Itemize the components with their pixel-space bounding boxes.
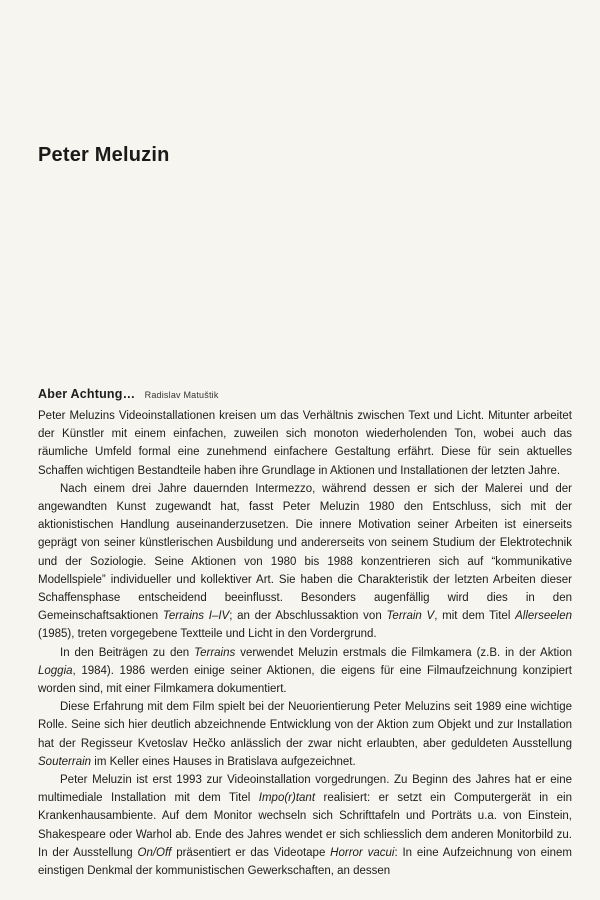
italic-title: Allerseelen <box>515 610 572 623</box>
text-segment: Peter Meluzin ist erst 1993 zur Videoinstallation vorgedrungen. Zu Beginn des Jahres hat er eine multimediale Installation mit dem Titel <box>38 774 572 805</box>
text-segment: realisiert: er setzt ein Computergerät in ein Krankenhausambiente. Auf dem Monitor wechseln sich Schrifttafeln und Porträts u.a. von Einstein, Shakespeare oder Warhol ab. Ende des Jahres wendet er sich schliesslich dem anderen Monitorbild zu. In der Ausstellung <box>38 792 572 859</box>
article <box>38 385 572 880</box>
paragraph <box>38 698 572 771</box>
italic-title: Impo(r)tant <box>258 792 316 805</box>
text-segment: im Keller eines Hauses in Bratislava aufgezeichnet. <box>91 755 356 768</box>
text-segment: , mit dem Titel <box>434 610 516 623</box>
article-heading: Aber Achtung… <box>38 387 136 401</box>
article-author: Radislav Matuštik <box>144 390 219 400</box>
text-segment: Diese Erfahrung mit dem Film spielt bei der Neuorientierung Peter Meluzins seit 1989 eine wichtige Rolle. Seine sich hier deutlich abzeichnende Entwicklung von der Aktion zum Objekt und zur Installation hat der Regisseur Kvetoslav Hečko anlässlich der zwar nicht erlaubten, aber geduldeten Ausstellung <box>38 701 572 750</box>
text-segment: , 1984). 1986 werden einige seiner Aktionen, die eigens für eine Filmaufzeichnung konzipiert worden sind, mit einer Filmkamera dokumentiert. <box>38 664 572 696</box>
italic-title: Souterrain <box>38 755 92 768</box>
text-segment: verwendet Meluzin erstmals die Filmkamera (z.B. in der Aktion <box>235 646 572 659</box>
paragraph <box>38 644 572 699</box>
text-segment: Nach einem drei Jahre dauernden Intermezzo, während dessen er sich der Malerei und der angewandten Kunst zugewandt hat, fasst Peter Meluzin 1980 den Entschluss, sich mit der aktionistischen Handlung auseinanderzusetzen. Die innere Motivation seiner Arbeiten ist einerseits geprägt von seiner künstlerischen Ausbildung und andererseits von seinem Studium der Elektrotechnik und der Soziologie. Seine Aktionen von 1980 bis 1988 konzentrieren sich auf “kommunikative Modellspiele” individueller und kollektiver Art. Sie haben die Charakteristik der letzten Arbeiten dieser Schaffensphase entscheidend beeinflusst. Besonders augenfällig wird dies in den Gemeinschaftsaktionen <box>38 482 572 623</box>
text-segment: präsentiert er das Videotape <box>171 846 331 859</box>
italic-title: Terrains I–IV <box>162 610 230 623</box>
italic-title: Loggia <box>38 664 73 677</box>
italic-title: Terrains <box>194 646 236 659</box>
text-segment: (1985), treten vorgegebene Textteile und Licht in den Vordergrund. <box>38 628 377 641</box>
text-segment: In den Beiträgen zu den <box>60 646 195 659</box>
article-heading-row <box>38 385 572 404</box>
paragraph <box>38 771 572 880</box>
article-body <box>38 407 572 880</box>
paragraph <box>38 407 572 480</box>
paragraph <box>38 480 572 644</box>
text-segment: ; an der Abschlussaktion von <box>229 610 387 623</box>
text-segment: : In eine Aufzeichnung von einem einstigen Denkmal der kommunistischen Gewerkschaften, an dessen <box>38 846 572 878</box>
italic-title: On/Off <box>137 846 172 859</box>
page-title: Peter Meluzin <box>38 144 170 166</box>
italic-title: Horror vacui <box>330 846 395 859</box>
italic-title: Terrain V <box>386 610 435 623</box>
text-segment: Peter Meluzins Videoinstallationen kreisen um das Verhältnis zwischen Text und Licht. Mitunter arbeitet der Künstler mit einem einfachen, zuweilen sich monoton wiederholenden Ton, wobei auch das räumliche Umfeld formal eine zunehmend einfachere Gestaltung erfährt. Diese für sein aktuelles Schaffen wichtigen Bestandteile haben ihre Grundlage in Aktionen und Installationen der letzten Jahre. <box>38 410 572 477</box>
